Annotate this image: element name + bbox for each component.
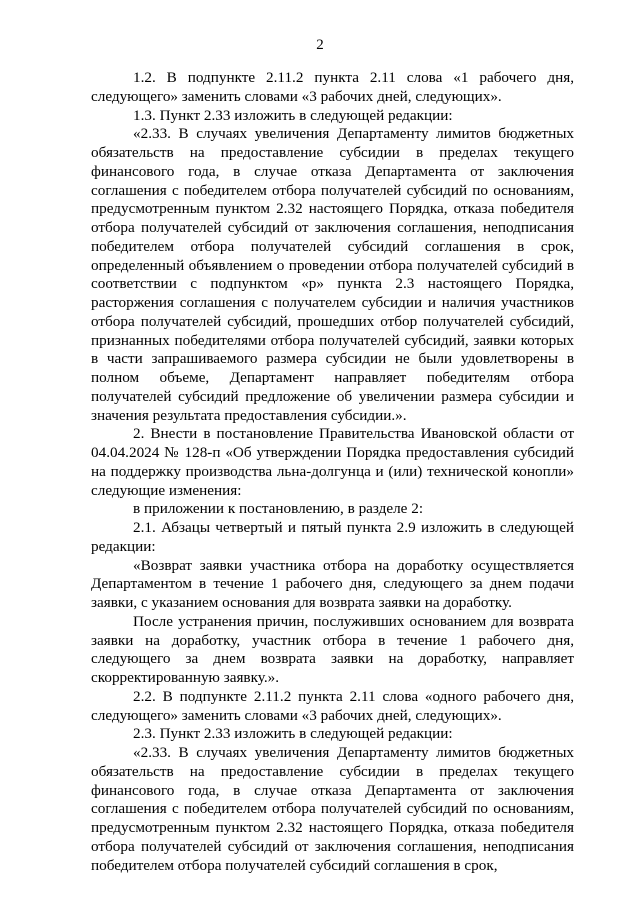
- page-number: 2: [316, 37, 324, 53]
- document-body: [91, 69, 574, 875]
- paragraph-2-1: 2.1. Абзацы четвертый и пятый пункта 2.9 изложить в следующей редакции:: [91, 519, 574, 555]
- paragraph-return-quote: «Возврат заявки участника отбора на доработку осуществляется Департаментом в течение 1 рабочего дня, следующего за днем подачи заявки, с указанием основания для возврата заявки на доработку.: [91, 556, 574, 611]
- paragraph-after-fix: После устранения причин, послуживших основанием для возврата заявки на доработку, участник отбора в течение 1 рабочего дня, следующего за днем возврата заявки на доработку, направляет скорректированную заявку.».: [91, 612, 574, 686]
- paragraph-1-2: 1.2. В подпункте 2.11.2 пункта 2.11 слова «1 рабочего дня, следующего» заменить словами «3 рабочих дней, следующих».: [91, 69, 574, 105]
- paragraph-2: 2. Внести в постановление Правительства Ивановской области от 04.04.2024 № 128-п «Об утверждении Порядка предоставления субсидий на поддержку производства льна-долгунца и (или) технической конопли» следующие изменения:: [91, 425, 574, 499]
- paragraph-2-33-quote-second: «2.33. В случаях увеличения Департаменту лимитов бюджетных обязательств на предоставление субсидии в пределах текущего финансового года, в случае отказа Департамента от заключения соглашения с победителем отбора получателей субсидий по основаниям, предусмотренным пунктом 2.32 настоящего Порядка, отказа победителя отбора получателей субсидий от заключения соглашения, неподписания победителем отбора получателей субсидий соглашения в срок,: [91, 744, 574, 874]
- paragraph-2-33-quote: «2.33. В случаях увеличения Департаменту лимитов бюджетных обязательств на предоставление субсидии в пределах текущего финансового года, в случае отказа Департамента от заключения соглашения с победителем отбора получателей субсидий по основаниям, предусмотренным пунктом 2.32 настоящего Порядка, отказа победителя отбора получателей субсидий от заключения соглашения, неподписания победителем отбора получателей субсидий соглашения в срок, определенный объявлением о проведении отбора получателей субсидий в соответствии с подпунктом «р» пункта 2.3 настоящего Порядка, расторжения соглашения с получателем субсидии и наличия участников отбора получателей субсидий, прошедших отбор получателей субсидий, признанных победителями отбора получателей субсидий, заявки которых в части запрашиваемого размера субсидии не были удовлетворены в полном объеме, Департамент направляет победителям отбора получателей субсидий предложение об увеличении размера субсидии и значения результата предоставления субсидии.».: [91, 125, 574, 424]
- paragraph-appendix: в приложении к постановлению, в разделе 2:: [133, 500, 424, 518]
- paragraph-2-3: 2.3. Пункт 2.33 изложить в следующей редакции:: [133, 725, 453, 743]
- paragraph-2-2: 2.2. В подпункте 2.11.2 пункта 2.11 слова «одного рабочего дня, следующего» заменить словами «3 рабочих дней, следующих».: [91, 687, 574, 724]
- paragraph-1-3: 1.3. Пункт 2.33 изложить в следующей редакции:: [133, 106, 453, 124]
